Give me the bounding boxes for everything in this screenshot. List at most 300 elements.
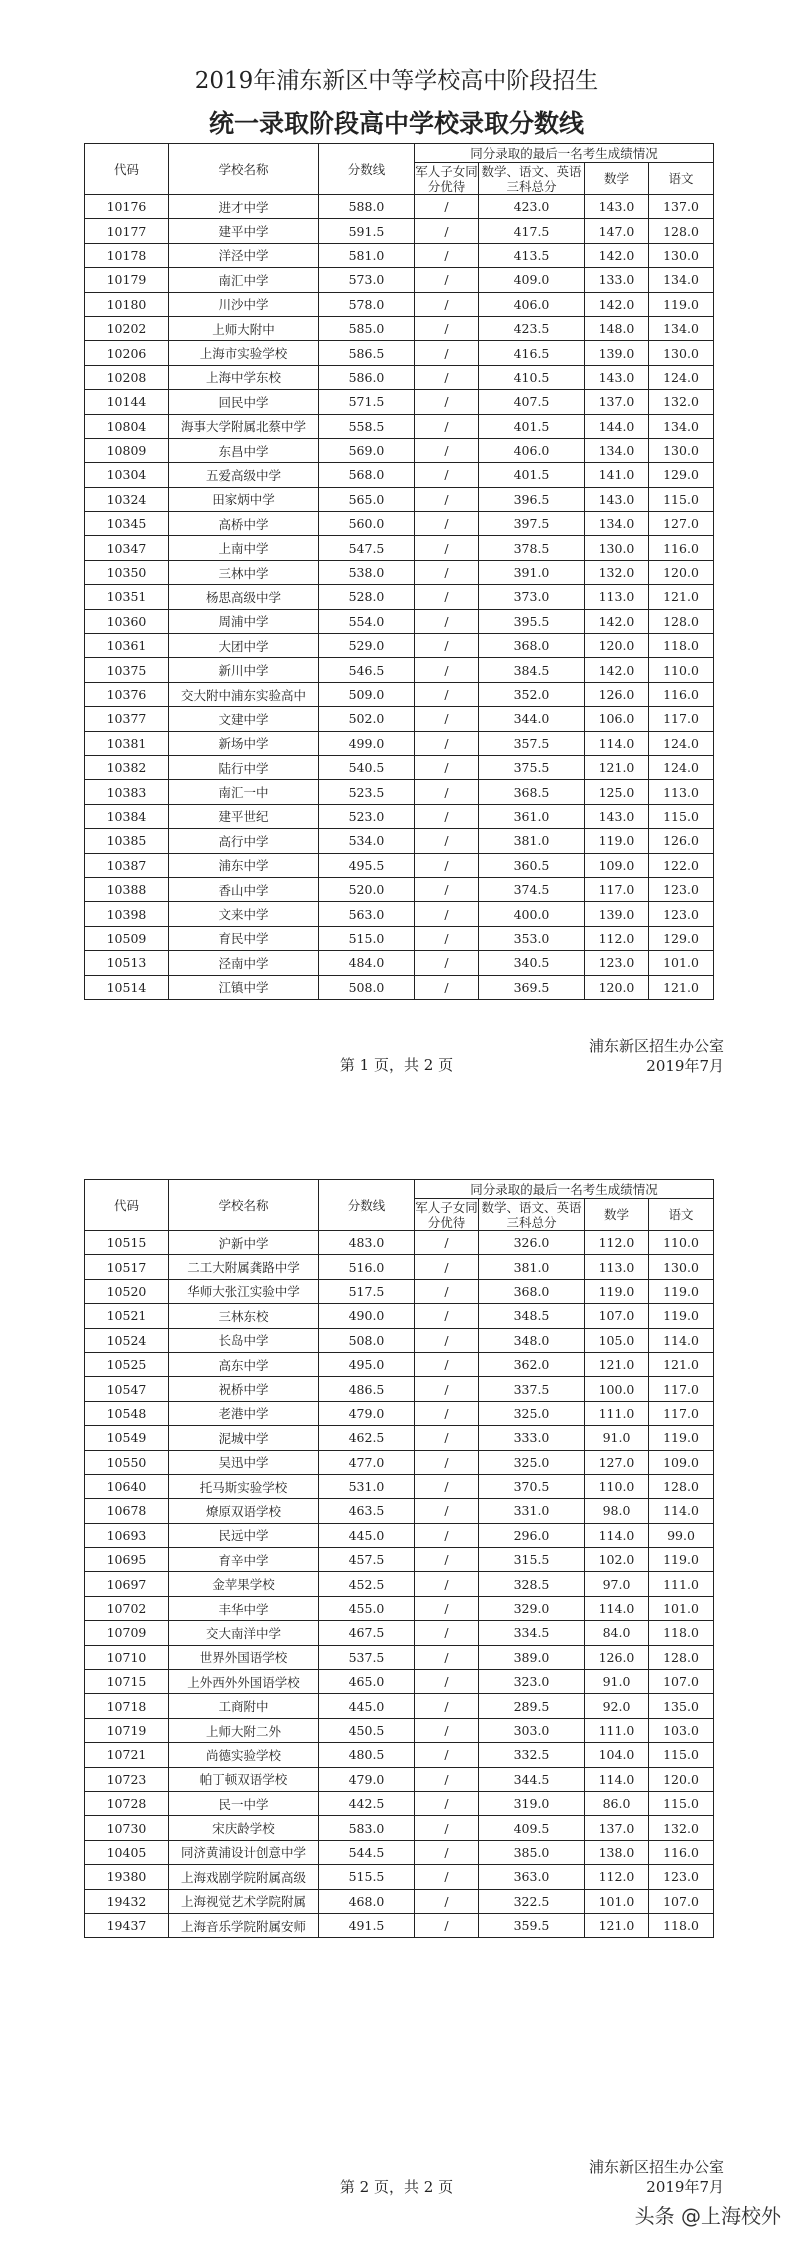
cell-math: 91.0 (585, 1670, 649, 1694)
cell-chinese: 116.0 (649, 682, 714, 706)
table-row (85, 390, 714, 414)
cell-math: 138.0 (585, 1840, 649, 1864)
cell-total3: 374.5 (479, 877, 585, 901)
cell-military: / (415, 609, 479, 633)
cell-military: / (415, 1694, 479, 1718)
cell-math: 109.0 (585, 853, 649, 877)
cell-total3: 363.0 (479, 1865, 585, 1889)
cell-math: 107.0 (585, 1304, 649, 1328)
cell-code: 10509 (85, 926, 169, 950)
table-row (85, 219, 714, 243)
cell-math: 126.0 (585, 682, 649, 706)
cell-score: 516.0 (319, 1255, 415, 1279)
cell-math: 119.0 (585, 829, 649, 853)
cell-score: 508.0 (319, 1328, 415, 1352)
cell-name: 宋庆龄学校 (169, 1816, 319, 1840)
cell-chinese: 115.0 (649, 804, 714, 828)
cell-math: 121.0 (585, 1352, 649, 1376)
cell-code: 10721 (85, 1743, 169, 1767)
cell-code: 19380 (85, 1865, 169, 1889)
table-row (85, 609, 714, 633)
cell-total3: 329.0 (479, 1596, 585, 1620)
cell-math: 133.0 (585, 268, 649, 292)
cell-score: 585.0 (319, 316, 415, 340)
cell-name: 交大南洋中学 (169, 1621, 319, 1645)
cell-name: 上南中学 (169, 536, 319, 560)
cell-math: 142.0 (585, 658, 649, 682)
cell-name: 田家炳中学 (169, 487, 319, 511)
cell-chinese: 124.0 (649, 731, 714, 755)
cell-name: 交大附中浦东实验高中 (169, 682, 319, 706)
cell-math: 119.0 (585, 1279, 649, 1303)
cell-name: 沪新中学 (169, 1231, 319, 1255)
cell-total3: 352.0 (479, 682, 585, 706)
table-row (85, 1523, 714, 1547)
cell-code: 10718 (85, 1694, 169, 1718)
cell-code: 10693 (85, 1523, 169, 1547)
cell-chinese: 119.0 (649, 1548, 714, 1572)
cell-chinese: 117.0 (649, 1377, 714, 1401)
cell-code: 10809 (85, 438, 169, 462)
cell-score: 457.5 (319, 1548, 415, 1572)
cell-name: 陆行中学 (169, 755, 319, 779)
cell-score: 499.0 (319, 731, 415, 755)
cell-code: 10547 (85, 1377, 169, 1401)
header-military: 军人子女同分优待 (415, 1199, 478, 1230)
cell-name: 育民中学 (169, 926, 319, 950)
cell-military: / (415, 1304, 479, 1328)
cell-name: 三林东校 (169, 1304, 319, 1328)
cell-chinese: 128.0 (649, 609, 714, 633)
cell-total3: 389.0 (479, 1645, 585, 1669)
cell-math: 134.0 (585, 438, 649, 462)
cell-score: 479.0 (319, 1401, 415, 1425)
cell-score: 544.5 (319, 1840, 415, 1864)
office-name: 浦东新区招生办公室 (588, 1037, 724, 1055)
table-row (85, 585, 714, 609)
cell-military: / (415, 1377, 479, 1401)
header-code: 代码 (85, 1180, 169, 1231)
cell-math: 137.0 (585, 390, 649, 414)
cell-score: 515.5 (319, 1865, 415, 1889)
cell-chinese: 110.0 (649, 1231, 714, 1255)
cell-score: 520.0 (319, 877, 415, 901)
cell-name: 建平世纪 (169, 804, 319, 828)
cell-math: 101.0 (585, 1889, 649, 1913)
cell-score: 462.5 (319, 1426, 415, 1450)
cell-math: 113.0 (585, 585, 649, 609)
cell-score: 484.0 (319, 951, 415, 975)
cell-score: 547.5 (319, 536, 415, 560)
cell-code: 10719 (85, 1718, 169, 1742)
cell-name: 海事大学附属北蔡中学 (169, 414, 319, 438)
cell-military: / (415, 877, 479, 901)
table-row (85, 1255, 714, 1279)
cell-score: 588.0 (319, 195, 415, 219)
cell-code: 10524 (85, 1328, 169, 1352)
cell-code: 10515 (85, 1231, 169, 1255)
cell-total3: 360.5 (479, 853, 585, 877)
cell-math: 121.0 (585, 755, 649, 779)
cell-score: 455.0 (319, 1596, 415, 1620)
cell-code: 10324 (85, 487, 169, 511)
cell-score: 573.0 (319, 268, 415, 292)
cell-chinese: 128.0 (649, 1645, 714, 1669)
cell-name: 大团中学 (169, 634, 319, 658)
cell-code: 10351 (85, 585, 169, 609)
cell-code: 10179 (85, 268, 169, 292)
cell-chinese: 122.0 (649, 853, 714, 877)
cell-military: / (415, 1670, 479, 1694)
cell-military: / (415, 780, 479, 804)
cell-score: 523.0 (319, 804, 415, 828)
table-row (85, 438, 714, 462)
cell-chinese: 129.0 (649, 926, 714, 950)
cell-total3: 357.5 (479, 731, 585, 755)
cell-code: 10548 (85, 1401, 169, 1425)
cell-math: 112.0 (585, 1231, 649, 1255)
cell-military: / (415, 1231, 479, 1255)
cell-score: 569.0 (319, 438, 415, 462)
cell-score: 528.0 (319, 585, 415, 609)
cell-code: 10723 (85, 1767, 169, 1791)
cell-math: 111.0 (585, 1718, 649, 1742)
table-row (85, 1694, 714, 1718)
cell-military: / (415, 1401, 479, 1425)
cell-score: 586.5 (319, 341, 415, 365)
cell-name: 江镇中学 (169, 975, 319, 999)
table-row (85, 1621, 714, 1645)
cell-score: 517.5 (319, 1279, 415, 1303)
cell-code: 10376 (85, 682, 169, 706)
table-row (85, 1450, 714, 1474)
cell-chinese: 123.0 (649, 877, 714, 901)
cell-name: 丰华中学 (169, 1596, 319, 1620)
cell-military: / (415, 219, 479, 243)
cell-total3: 409.0 (479, 268, 585, 292)
cell-name: 建平中学 (169, 219, 319, 243)
table-row (85, 341, 714, 365)
table-row (85, 1231, 714, 1255)
cell-military: / (415, 1840, 479, 1864)
table-row (85, 1426, 714, 1450)
cell-military: / (415, 682, 479, 706)
table-row (85, 414, 714, 438)
cell-name: 文建中学 (169, 707, 319, 731)
cell-chinese: 113.0 (649, 780, 714, 804)
table-row (85, 902, 714, 926)
cell-chinese: 128.0 (649, 219, 714, 243)
cell-code: 19432 (85, 1889, 169, 1913)
cell-math: 134.0 (585, 512, 649, 536)
cell-math: 144.0 (585, 414, 649, 438)
cell-total3: 423.5 (479, 316, 585, 340)
cell-name: 上师大附二外 (169, 1718, 319, 1742)
cell-total3: 396.5 (479, 487, 585, 511)
cell-code: 10375 (85, 658, 169, 682)
cell-name: 二工大附属龚路中学 (169, 1255, 319, 1279)
cell-code: 10388 (85, 877, 169, 901)
cell-code: 10398 (85, 902, 169, 926)
table-row (85, 243, 714, 267)
cell-name: 尚德实验学校 (169, 1743, 319, 1767)
cell-score: 465.0 (319, 1670, 415, 1694)
table-row (85, 1670, 714, 1694)
table-row (85, 463, 714, 487)
cell-military: / (415, 755, 479, 779)
cell-military: / (415, 1645, 479, 1669)
cell-score: 581.0 (319, 243, 415, 267)
cell-score: 529.0 (319, 634, 415, 658)
cell-code: 10176 (85, 195, 169, 219)
cell-chinese: 132.0 (649, 1816, 714, 1840)
cell-total3: 373.0 (479, 585, 585, 609)
header-chinese: 语文 (649, 1199, 714, 1231)
cell-name: 洋泾中学 (169, 243, 319, 267)
cell-name: 五爱高级中学 (169, 463, 319, 487)
cell-code: 10513 (85, 951, 169, 975)
office-date: 2019年7月 (646, 1057, 724, 1075)
cell-chinese: 134.0 (649, 268, 714, 292)
cell-code: 10715 (85, 1670, 169, 1694)
cell-score: 508.0 (319, 975, 415, 999)
cell-score: 477.0 (319, 1450, 415, 1474)
cell-math: 86.0 (585, 1791, 649, 1815)
cell-military: / (415, 1743, 479, 1767)
cell-math: 97.0 (585, 1572, 649, 1596)
cell-total3: 368.0 (479, 1279, 585, 1303)
cell-math: 102.0 (585, 1548, 649, 1572)
cell-name: 新场中学 (169, 731, 319, 755)
cell-chinese: 137.0 (649, 195, 714, 219)
table-row (85, 853, 714, 877)
cell-name: 上外西外外国语学校 (169, 1670, 319, 1694)
cell-code: 10177 (85, 219, 169, 243)
cell-math: 143.0 (585, 195, 649, 219)
cell-code: 10208 (85, 365, 169, 389)
table-row (85, 926, 714, 950)
cell-math: 117.0 (585, 877, 649, 901)
cell-code: 10521 (85, 1304, 169, 1328)
cell-chinese: 121.0 (649, 585, 714, 609)
table-row (85, 560, 714, 584)
cell-total3: 423.0 (479, 195, 585, 219)
cell-chinese: 123.0 (649, 902, 714, 926)
cell-name: 同济黄浦设计创意中学 (169, 1840, 319, 1864)
cell-math: 105.0 (585, 1328, 649, 1352)
cell-chinese: 118.0 (649, 1621, 714, 1645)
cell-name: 浦东中学 (169, 853, 319, 877)
header-school-name: 学校名称 (169, 1180, 319, 1231)
cell-military: / (415, 1499, 479, 1523)
cell-math: 125.0 (585, 780, 649, 804)
cell-score: 468.0 (319, 1889, 415, 1913)
cell-military: / (415, 1450, 479, 1474)
cell-math: 112.0 (585, 1865, 649, 1889)
cell-chinese: 124.0 (649, 365, 714, 389)
cell-name: 泾南中学 (169, 951, 319, 975)
cell-code: 10730 (85, 1816, 169, 1840)
cell-name: 上海中学东校 (169, 365, 319, 389)
cell-military: / (415, 463, 479, 487)
table-row (85, 1304, 714, 1328)
cell-total3: 407.5 (479, 390, 585, 414)
table-row (85, 804, 714, 828)
cell-total3: 334.5 (479, 1621, 585, 1645)
cell-score: 565.0 (319, 487, 415, 511)
cell-math: 142.0 (585, 243, 649, 267)
cell-math: 110.0 (585, 1474, 649, 1498)
table-row (85, 1718, 714, 1742)
cell-military: / (415, 1791, 479, 1815)
score-table-page-2 (84, 1179, 714, 1938)
cell-name: 老港中学 (169, 1401, 319, 1425)
cell-chinese: 126.0 (649, 829, 714, 853)
table-row (85, 1816, 714, 1840)
cell-code: 10304 (85, 463, 169, 487)
cell-code: 10384 (85, 804, 169, 828)
cell-military: / (415, 487, 479, 511)
cell-math: 141.0 (585, 463, 649, 487)
cell-chinese: 134.0 (649, 316, 714, 340)
cell-math: 98.0 (585, 1499, 649, 1523)
cell-name: 民一中学 (169, 1791, 319, 1815)
cell-military: / (415, 536, 479, 560)
cell-military: / (415, 804, 479, 828)
cell-chinese: 135.0 (649, 1694, 714, 1718)
cell-math: 139.0 (585, 341, 649, 365)
table-row (85, 634, 714, 658)
cell-score: 491.5 (319, 1913, 415, 1937)
header-math: 数学 (585, 1199, 649, 1231)
cell-military: / (415, 243, 479, 267)
cell-total3: 368.0 (479, 634, 585, 658)
cell-total3: 397.5 (479, 512, 585, 536)
cell-military: / (415, 438, 479, 462)
cell-math: 142.0 (585, 609, 649, 633)
cell-chinese: 123.0 (649, 1865, 714, 1889)
cell-total3: 289.5 (479, 1694, 585, 1718)
cell-code: 10385 (85, 829, 169, 853)
cell-chinese: 117.0 (649, 1401, 714, 1425)
cell-score: 495.0 (319, 1352, 415, 1376)
cell-total3: 401.5 (479, 414, 585, 438)
cell-code: 10695 (85, 1548, 169, 1572)
cell-military: / (415, 1865, 479, 1889)
cell-name: 杨思高级中学 (169, 585, 319, 609)
cell-math: 111.0 (585, 1401, 649, 1425)
page-number-1: 第 1 页，共 2 页 (339, 1056, 454, 1074)
cell-score: 483.0 (319, 1231, 415, 1255)
cell-math: 91.0 (585, 1426, 649, 1450)
cell-military: / (415, 658, 479, 682)
cell-code: 10381 (85, 731, 169, 755)
header-tie-group: 同分录取的最后一名考生成绩情况 (415, 144, 714, 163)
table-row (85, 1767, 714, 1791)
cell-code: 10520 (85, 1279, 169, 1303)
cell-military: / (415, 414, 479, 438)
cell-math: 120.0 (585, 975, 649, 999)
table-row (85, 316, 714, 340)
cell-math: 137.0 (585, 1816, 649, 1840)
cell-total3: 319.0 (479, 1791, 585, 1815)
cell-total3: 344.0 (479, 707, 585, 731)
cell-score: 452.5 (319, 1572, 415, 1596)
cell-math: 100.0 (585, 1377, 649, 1401)
cell-total3: 406.0 (479, 292, 585, 316)
cell-chinese: 115.0 (649, 487, 714, 511)
cell-military: / (415, 512, 479, 536)
cell-chinese: 119.0 (649, 1279, 714, 1303)
cell-name: 上海戏剧学院附属高级 (169, 1865, 319, 1889)
table-row (85, 1913, 714, 1937)
cell-code: 10697 (85, 1572, 169, 1596)
cell-name: 祝桥中学 (169, 1377, 319, 1401)
cell-score: 523.5 (319, 780, 415, 804)
cell-score: 479.0 (319, 1767, 415, 1791)
cell-code: 10361 (85, 634, 169, 658)
cell-score: 531.0 (319, 1474, 415, 1498)
cell-name: 金苹果学校 (169, 1572, 319, 1596)
cell-total3: 348.0 (479, 1328, 585, 1352)
cell-score: 558.5 (319, 414, 415, 438)
table-row (85, 1548, 714, 1572)
cell-military: / (415, 975, 479, 999)
cell-chinese: 128.0 (649, 1474, 714, 1498)
cell-total3: 410.5 (479, 365, 585, 389)
cell-code: 10702 (85, 1596, 169, 1620)
cell-military: / (415, 316, 479, 340)
table-row (85, 1840, 714, 1864)
cell-military: / (415, 1279, 479, 1303)
table-row (85, 731, 714, 755)
cell-military: / (415, 1352, 479, 1376)
cell-chinese: 107.0 (649, 1889, 714, 1913)
cell-chinese: 115.0 (649, 1743, 714, 1767)
cell-name: 三林中学 (169, 560, 319, 584)
cell-score: 490.0 (319, 1304, 415, 1328)
cell-name: 托马斯实验学校 (169, 1474, 319, 1498)
cell-chinese: 118.0 (649, 1913, 714, 1937)
cell-math: 113.0 (585, 1255, 649, 1279)
header-math: 数学 (585, 163, 649, 195)
cell-military: / (415, 1767, 479, 1791)
cell-total3: 400.0 (479, 902, 585, 926)
cell-military: / (415, 829, 479, 853)
cell-name: 上师大附中 (169, 316, 319, 340)
cell-name: 回民中学 (169, 390, 319, 414)
table-row (85, 951, 714, 975)
cell-score: 445.0 (319, 1694, 415, 1718)
cell-score: 538.0 (319, 560, 415, 584)
cell-military: / (415, 585, 479, 609)
cell-math: 143.0 (585, 804, 649, 828)
cell-math: 104.0 (585, 1743, 649, 1767)
cell-name: 东昌中学 (169, 438, 319, 462)
document-title: 2019年浦东新区中等学校高中阶段招生 (194, 68, 599, 94)
cell-code: 10710 (85, 1645, 169, 1669)
cell-chinese: 101.0 (649, 1596, 714, 1620)
cell-math: 127.0 (585, 1450, 649, 1474)
cell-military: / (415, 1426, 479, 1450)
table-row (85, 682, 714, 706)
cell-name: 文来中学 (169, 902, 319, 926)
cell-name: 高东中学 (169, 1352, 319, 1376)
cell-total3: 325.0 (479, 1401, 585, 1425)
table-row (85, 1377, 714, 1401)
cell-code: 10514 (85, 975, 169, 999)
cell-military: / (415, 1474, 479, 1498)
